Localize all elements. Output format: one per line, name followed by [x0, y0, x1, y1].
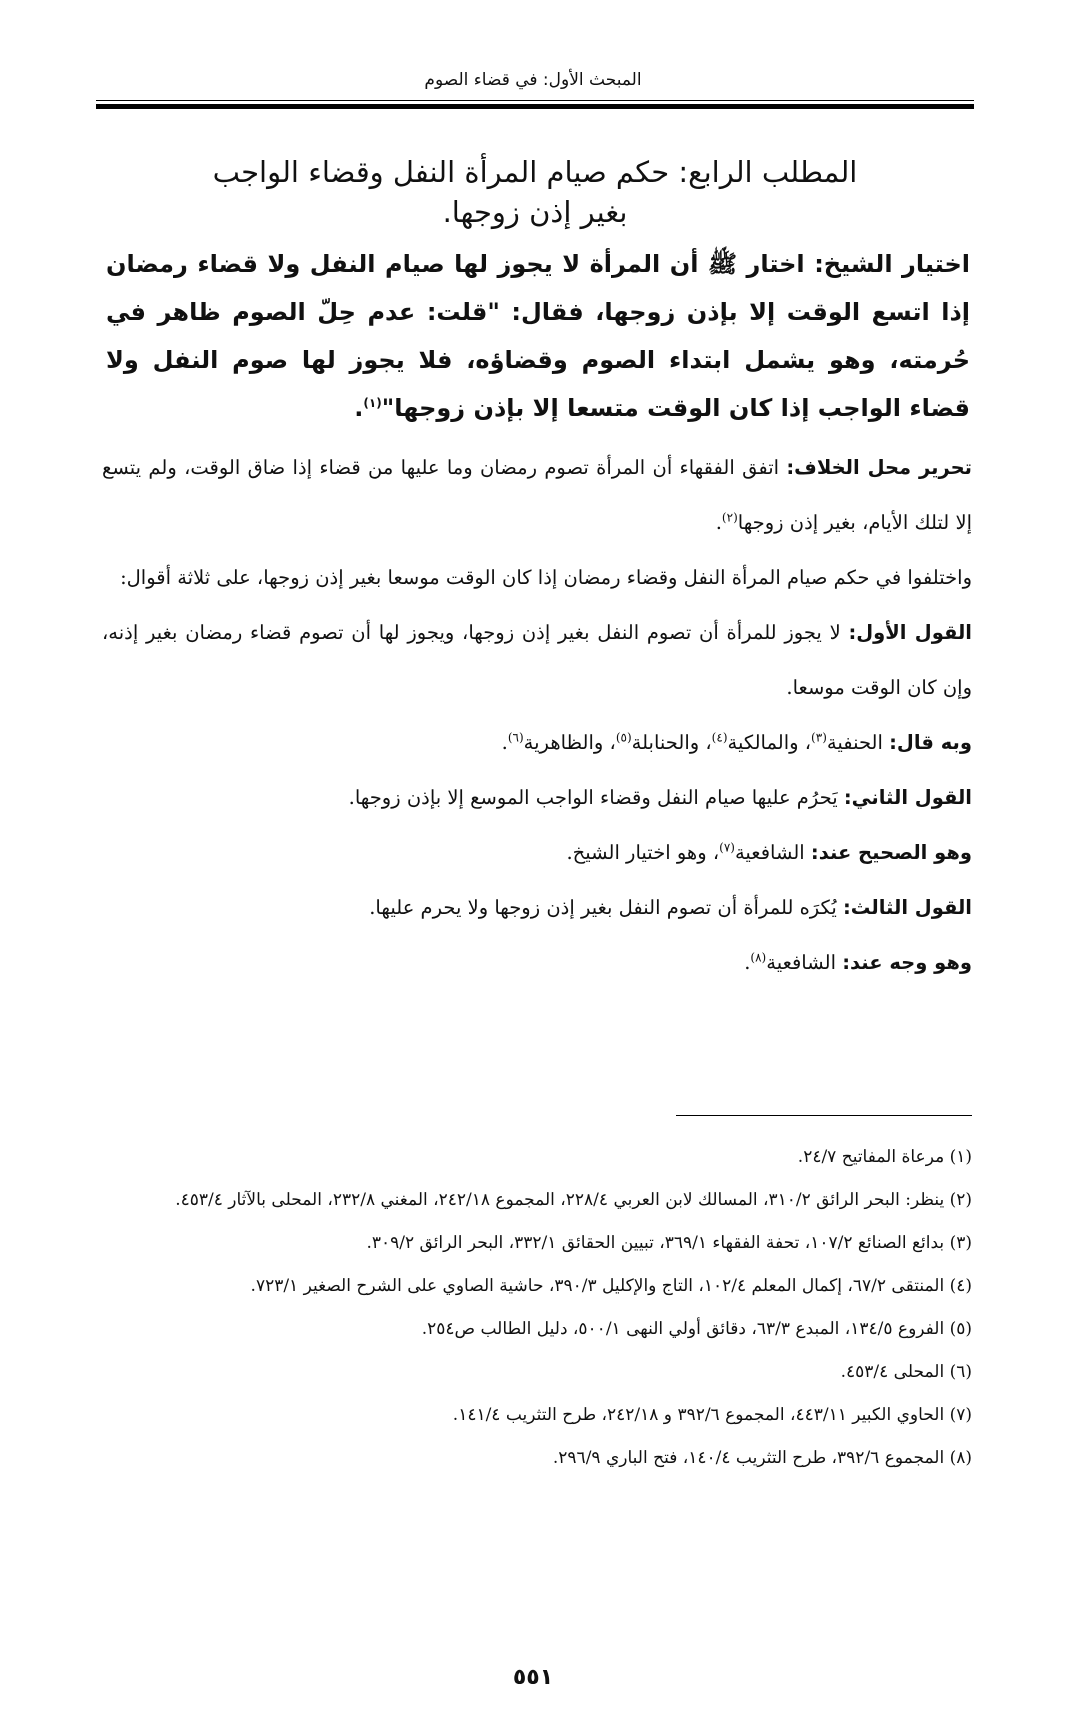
sentence-end: .	[501, 731, 508, 754]
footnote-ref: (٦)	[507, 730, 524, 745]
first-opinion-text: لا يجوز للمرأة أن تصوم النفل بغير إذن زوجها، ويجوز لها أن تصوم قضاء رمضان بغير إذنه، وإن كان الوقت موسعا.	[102, 621, 972, 699]
second-opinion-holders-rest: ، وهو اختيار الشيخ.	[566, 841, 720, 864]
footnote-separator	[676, 1115, 972, 1116]
disagreement-scope-paragraph: تحرير محل الخلاف: اتفق الفقهاء أن المرأة تصوم رمضان وما عليها من قضاء إذا ضاق الوقت، ولم يتسع إلا لتلك الأيام، بغير إذن زوجها$^{(٢)}$.	[102, 456, 973, 534]
school-maliki: ، والمالكية	[727, 731, 812, 754]
sheikh-choice-paragraph	[106, 240, 970, 432]
section-title	[140, 152, 930, 232]
footnotes	[92, 1136, 972, 1480]
sheikh-choice-text: اختار ﷺ أن المرأة لا يجوز لها صيام النفل ولا قضاء رمضان إذا اتسع الوقت إلا بإذن زوجها، فقال: "قلت: عدم حِلّ الصوم ظاهر في حُرمته، وهو يشمل ابتداء الصوم وقضاؤه، فلا يجوز لها صوم النفل ولا قضاء الواجب إذا كان الوقت متسعا إلا بإذن زوجها"	[106, 250, 970, 422]
first-opinion-paragraph	[102, 605, 972, 715]
section-title-line-1: المطلب الرابع: حكم صيام المرأة النفل وقضاء الواجب	[212, 155, 858, 189]
school-shafii: الشافعية	[766, 951, 836, 974]
footnote-4: (٤) المنتقى ٦٧/٢، إكمال المعلم ١٠٢/٤، التاج والإكليل ٣٩٠/٣، حاشية الصاوي على الشرح الصغير ٧٢٣/١.	[250, 1276, 972, 1296]
second-opinion-holders	[102, 825, 972, 880]
footnote-ref: (٨)	[750, 950, 767, 965]
school-shafii: الشافعية	[734, 841, 805, 864]
school-hanbali: ، والحنابلة	[631, 731, 712, 754]
third-opinion-holders-label: وهو وجه عند:	[842, 951, 972, 974]
second-opinion-holders-label: وهو الصحيح عند:	[810, 841, 972, 864]
section-title-line-2: بغير إذن زوجها.	[442, 195, 628, 229]
school-zahiri: ، والظاهرية	[523, 731, 616, 754]
sheikh-choice-end: .	[354, 394, 364, 422]
third-opinion-label: القول الثالث:	[842, 896, 972, 919]
main-text	[102, 440, 972, 990]
sentence-end: .	[744, 951, 751, 974]
footnote-ref: (٢)	[721, 510, 738, 525]
second-opinion-paragraph	[102, 770, 972, 825]
footnote-7: (٧) الحاوي الكبير ٤٤٣/١١، المجموع ٣٩٢/٦ و ٢٤٢/١٨، طرح التثريب ١٤١/٤.	[452, 1405, 972, 1425]
first-opinion-holders	[102, 715, 972, 770]
footnote-ref: (٤)	[711, 730, 728, 745]
disagreement-scope-text: اتفق الفقهاء أن المرأة تصوم رمضان وما عليها من قضاء إذا ضاق الوقت، ولم يتسع إلا لتلك الأيام، بغير إذن زوجها	[102, 456, 972, 534]
third-opinion-text: يُكرَه للمرأة أن تصوم النفل بغير إذن زوجها ولا يحرم عليها.	[369, 896, 837, 919]
third-opinion-holders	[102, 935, 972, 990]
footnote-2: (٢) ينظر: البحر الرائق ٣١٠/٢، المسالك لابن العربي ٢٢٨/٤، المجموع ٢٤٢/١٨، المغني ٢٣٢/٨، المحلى بالآثار ٤٥٣/٤.	[175, 1190, 972, 1210]
first-opinion-label: القول الأول:	[848, 621, 972, 644]
third-opinion-paragraph	[102, 880, 972, 935]
footnote-ref: (٥)	[615, 730, 632, 745]
second-opinion-label: القول الثاني:	[843, 786, 972, 809]
first-opinion-holders-label: وبه قال:	[889, 731, 972, 754]
second-opinion-text: يَحرُم عليها صيام النفل وقضاء الواجب الموسع إلا بإذن زوجها.	[348, 786, 838, 809]
footnote-8: (٨) المجموع ٣٩٢/٦، طرح التثريب ١٤٠/٤، فتح الباري ٢٩٦/٩.	[552, 1448, 972, 1468]
footnote-5: (٥) الفروع ١٣٤/٥، المبدع ٦٣/٣، دقائق أولي النهى ٥٠٠/١، دليل الطالب ص٢٥٤.	[421, 1319, 972, 1339]
footnote-ref: (٧)	[719, 840, 735, 855]
sheikh-choice-label: اختيار الشيخ:	[814, 250, 970, 278]
footnote-6: (٦) المحلى ٤٥٣/٤.	[840, 1362, 972, 1382]
footnote-1: (١) مرعاة المفاتيح ٢٤/٧.	[797, 1147, 972, 1167]
header-rule-thin	[96, 100, 974, 101]
page-number: ٥٥١	[512, 1665, 554, 1690]
running-header: المبحث الأول: في قضاء الصوم	[424, 70, 642, 90]
disagreement-paragraph: واختلفوا في حكم صيام المرأة النفل وقضاء رمضان إذا كان الوقت موسعا بغير إذن زوجها، على ثلاثة أقوال:	[120, 566, 972, 589]
disagreement-scope-label: تحرير محل الخلاف:	[786, 456, 973, 479]
footnote-3: (٣) بدائع الصنائع ١٠٧/٢، تحفة الفقهاء ٣٦٩/١، تبيين الحقائق ٣٣٢/١، البحر الرائق ٣٠٩/٢.	[366, 1233, 972, 1253]
header-rule-thick	[96, 104, 974, 109]
footnote-ref: (٣)	[811, 730, 827, 745]
footnote-ref: (١)	[363, 396, 382, 410]
school-hanafi: الحنفية	[826, 731, 883, 754]
